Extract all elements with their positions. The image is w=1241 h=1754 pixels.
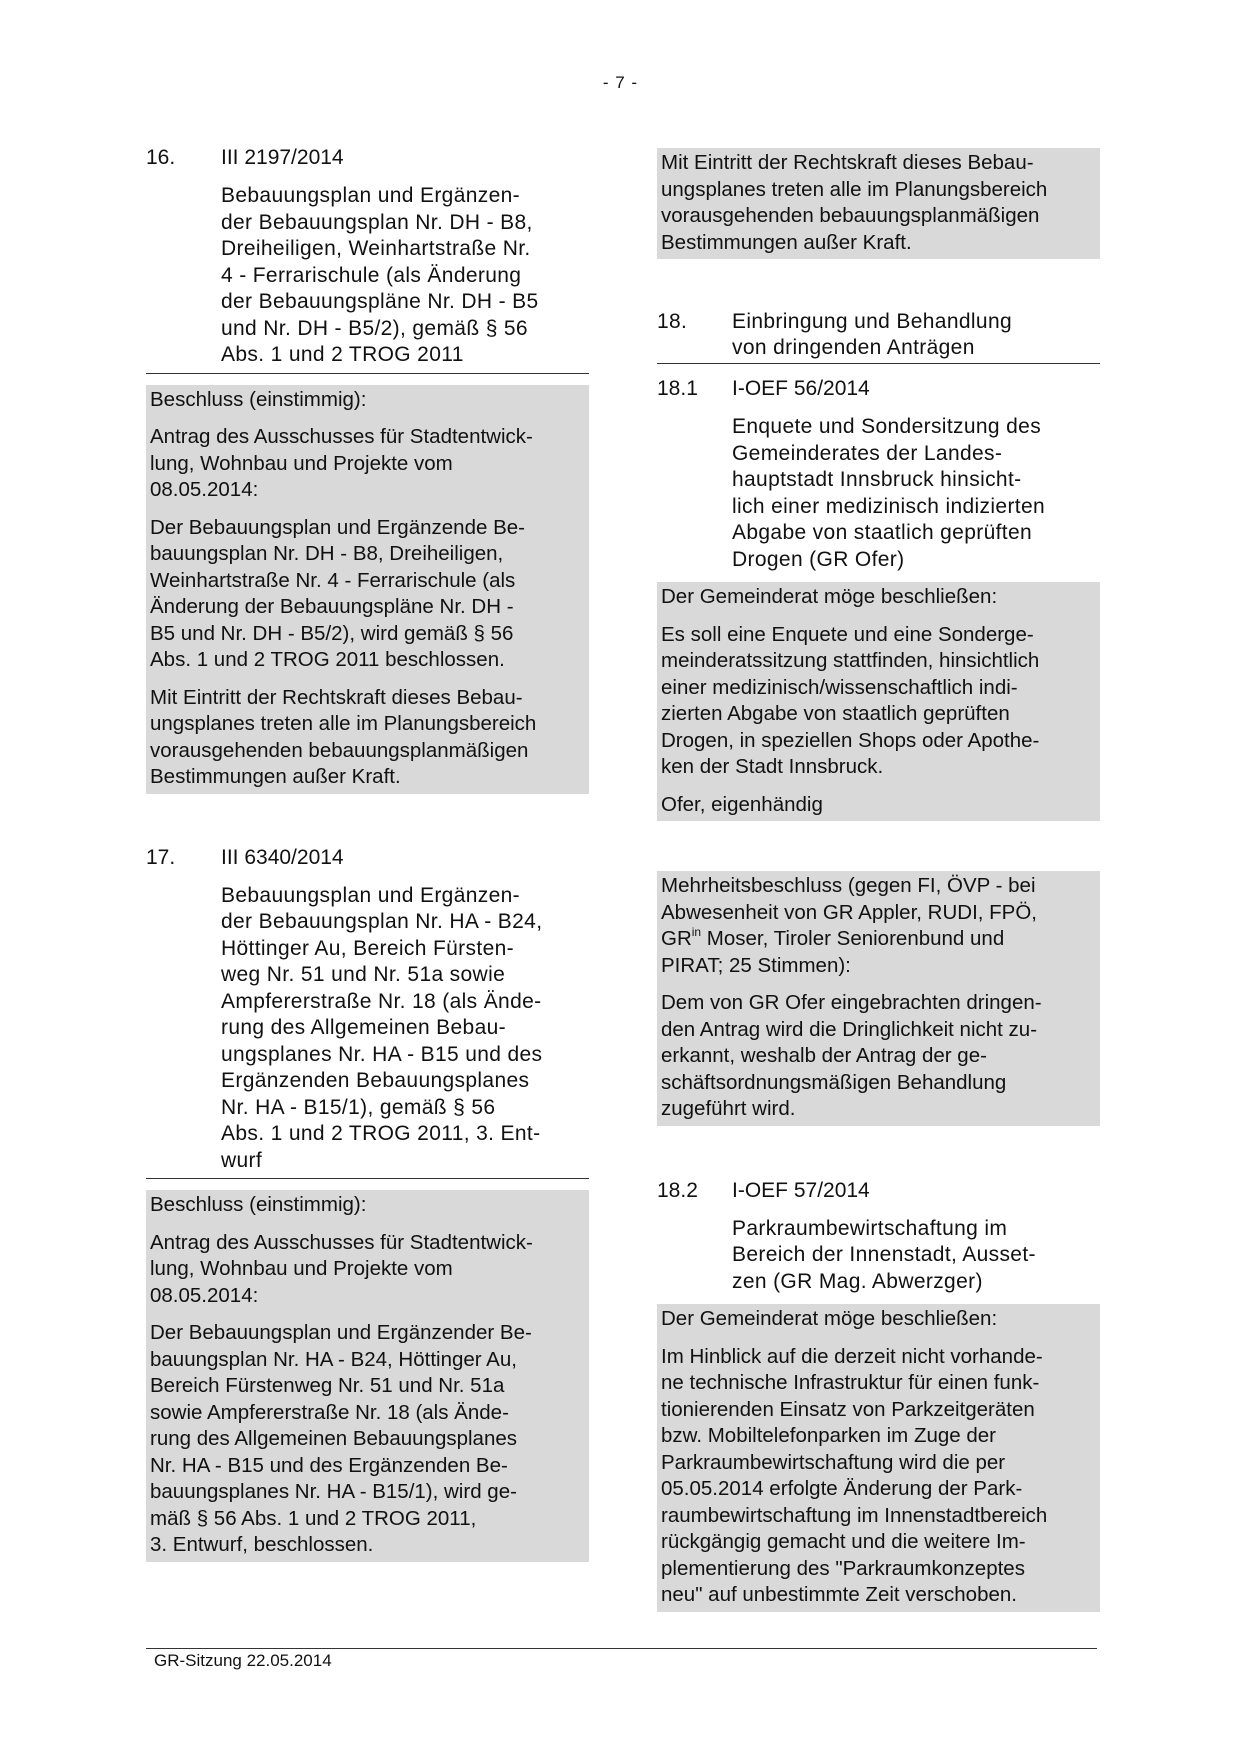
agenda-item-18-1 [657, 376, 1100, 1126]
title-line: Dreiheiligen, Weinhartstraße Nr. [221, 237, 531, 260]
text-line: 08.05.2014: [150, 1283, 259, 1307]
text-line: ken der Stadt Innsbruck. [661, 755, 884, 778]
result-text [661, 990, 1096, 1123]
title-line: hauptstadt Innsbruck hinsicht- [732, 468, 1022, 491]
title-line: Abgabe von staatlich geprüften [732, 521, 1033, 544]
decision-box [146, 385, 589, 794]
item-number: 18.2 [657, 1178, 698, 1202]
title-line: Bebauungsplan und Ergänzen- [221, 184, 521, 207]
text-line: vorausgehenden bebauungsplanmäßigen [661, 204, 1040, 227]
agenda-item-18-2 [657, 1178, 1100, 1612]
text-line: Mit Eintritt der Rechtskraft dieses Bebau- [150, 685, 523, 709]
text-line: 3. Entwurf, beschlossen. [150, 1533, 374, 1556]
title-line: weg Nr. 51 und Nr. 51a sowie [221, 963, 506, 986]
title-line: lich einer medizinisch indizierten [732, 494, 1046, 518]
text-line: Parkraumbewirtschaftung wird die per [661, 1450, 1006, 1474]
request-label: Der Gemeinderat möge beschließen: [661, 1307, 998, 1330]
text-line: bauungsplan Nr. DH - B8, Dreiheiligen, [150, 542, 504, 565]
item-title [732, 1216, 1100, 1298]
request-text [661, 1344, 1096, 1609]
agenda-item-17 [146, 845, 589, 1562]
title-line: Bereich der Innenstadt, Ausset- [732, 1243, 1036, 1266]
text-line: Antrag des Ausschusses für Stadtentwick- [150, 425, 533, 448]
request-box [657, 1304, 1100, 1612]
text-line: Bereich Fürstenweg Nr. 51 und Nr. 51a [150, 1374, 505, 1397]
footer-text: GR-Sitzung 22.05.2014 [154, 1651, 332, 1670]
decision-box [146, 1190, 589, 1562]
text-line: 05.05.2014 erfolgte Änderung der Park- [661, 1477, 1023, 1500]
text-line: Drogen, in speziellen Shops oder Apothe- [661, 728, 1040, 752]
title-line: 4 - Ferrarischule (als Änderung [221, 263, 522, 287]
motion-text [150, 1230, 585, 1310]
text-line: Abs. 1 und 2 TROG 2011 beschlossen. [150, 648, 505, 671]
text-line: Weinhartstraße Nr. 4 - Ferrarischule (als [150, 568, 516, 592]
title-line: Nr. HA - B15/1), gemäß § 56 [221, 1095, 496, 1119]
text-line: Der Bebauungsplan und Ergänzende Be- [150, 515, 525, 539]
item-number: 18. [657, 310, 688, 333]
text-line: bzw. Mobiltelefonparken im Zuge der [661, 1424, 997, 1447]
title-line: Einbringung und Behandlung [732, 310, 1012, 333]
title-line: Ergänzenden Bebauungsplanes [221, 1069, 530, 1092]
title-line: Drogen (GR Ofer) [732, 547, 905, 571]
text-line: ungsplanes treten alle im Planungsbereich [661, 177, 1048, 201]
decision-label: Beschluss (einstimmig): [150, 1193, 367, 1216]
text-line: Abwesenheit von GR Appler, RUDI, FPÖ, [661, 900, 1037, 924]
agenda-item-16 [146, 145, 589, 794]
text-line: GR [661, 927, 692, 950]
signature: Ofer, eigenhändig [661, 792, 823, 816]
item-title [221, 183, 589, 371]
text-line: Im Hinblick auf die derzeit nicht vorhande- [661, 1344, 1043, 1368]
text-line: bauungsplanes Nr. HA - B15/1), wird ge- [150, 1480, 517, 1503]
right-column [657, 148, 1100, 1612]
title-line: zen (GR Mag. Abwerzger) [732, 1269, 983, 1293]
title-line: Enquete und Sondersitzung des [732, 415, 1042, 438]
text-line: schäftsordnungsmäßigen Behandlung [661, 1070, 1007, 1094]
resolution-text [150, 1320, 585, 1559]
text-line: 08.05.2014: [150, 478, 259, 501]
text-line: Bestimmungen außer Kraft. [661, 230, 912, 254]
text-line: zugeführt wird. [661, 1097, 796, 1120]
text-line: neu" auf unbestimmte Zeit verschoben. [661, 1583, 1017, 1606]
majority-label [661, 873, 1096, 979]
text-line: B5 und Nr. DH - B5/2), wird gemäß § 56 [150, 621, 514, 645]
text-line: Moser, Tiroler Seniorenbund und [701, 927, 1005, 950]
text-line: rung des Allgemeinen Bebauungsplanes [150, 1427, 517, 1450]
title-line: Bebauungsplan und Ergänzen- [221, 883, 521, 907]
request-label: Der Gemeinderat möge beschließen: [661, 585, 998, 608]
text-line: vorausgehenden bebauungsplanmäßigen [150, 738, 529, 762]
divider [657, 363, 1100, 364]
title-line: und Nr. DH - B5/2), gemäß § 56 [221, 316, 528, 340]
decision-label: Beschluss (einstimmig): [150, 387, 367, 411]
text-line: mäß § 56 Abs. 1 und 2 TROG 2011, [150, 1506, 477, 1530]
item-reference: I-OEF 57/2014 [732, 1178, 870, 1202]
item-title [732, 414, 1100, 575]
text-line: bauungsplan Nr. HA - B24, Höttinger Au, [150, 1347, 517, 1371]
divider [146, 373, 589, 374]
title-line: Gemeinderates der Landes- [732, 441, 1003, 465]
legal-text [150, 685, 585, 791]
superscript: in [691, 925, 702, 939]
text-line: den Antrag wird die Dringlichkeit nicht zu- [661, 1017, 1038, 1041]
motion-text [150, 424, 585, 504]
text-line: Änderung der Bebauungspläne Nr. DH - [150, 595, 514, 618]
title-line: der Bebauungspläne Nr. DH - B5 [221, 290, 539, 313]
title-line: Ampfererstraße Nr. 18 (als Ände- [221, 989, 542, 1013]
text-line: lung, Wohnbau und Projekte vom [150, 451, 453, 475]
item-title [221, 883, 589, 1177]
text-line: zierten Abgabe von staatlich geprüften [661, 702, 1010, 725]
title-line: der Bebauungsplan Nr. DH - B8, [221, 210, 533, 234]
item-reference: I-OEF 56/2014 [732, 377, 870, 400]
text-line: Nr. HA - B15 und des Ergänzenden Be- [150, 1453, 508, 1477]
text-line: PIRAT; 25 Stimmen): [661, 953, 851, 977]
text-line: einer medizinisch/wissenschaftlich indi- [661, 675, 1018, 699]
item-number: 16. [146, 146, 176, 169]
text-line: Mit Eintritt der Rechtskraft dieses Bebau- [661, 151, 1034, 174]
title-line: Abs. 1 und 2 TROG 2011, 3. Ent- [221, 1122, 541, 1145]
title-line: wurf [221, 1148, 263, 1172]
item-number: 18.1 [657, 377, 698, 400]
title-line: der Bebauungsplan Nr. HA - B24, [221, 910, 543, 933]
text-line: tionierenden Einsatz von Parkzeitgeräten [661, 1397, 1035, 1421]
text-line: sowie Ampfererstraße Nr. 18 (als Ände- [150, 1400, 509, 1424]
item-reference: III 2197/2014 [221, 146, 344, 169]
text-line: ungsplanes treten alle im Planungsbereich [150, 712, 537, 735]
text-line: ne technische Infrastruktur für einen funk- [661, 1371, 1040, 1394]
text-line: lung, Wohnbau und Projekte vom [150, 1257, 453, 1280]
text-line: Antrag des Ausschusses für Stadtentwick- [150, 1230, 533, 1254]
resolution-text [150, 515, 585, 674]
text-line: rückgängig gemacht und die weitere Im- [661, 1530, 1026, 1553]
text-line: Es soll eine Enquete und eine Sonderge- [661, 622, 1034, 646]
text-line: raumbewirtschaftung im Innenstadtbereich [661, 1503, 1048, 1527]
title-line: von dringenden Anträgen [732, 336, 975, 359]
item-number: 17. [146, 845, 176, 869]
continuation-box [657, 148, 1100, 259]
text-line: Bestimmungen außer Kraft. [150, 765, 401, 788]
majority-decision-box [657, 871, 1100, 1126]
title-line: Parkraumbewirtschaftung im [732, 1216, 1008, 1240]
page-number: - 7 - [602, 73, 639, 92]
title-line: Höttinger Au, Bereich Fürsten- [221, 936, 514, 960]
left-column [146, 145, 589, 1562]
text-line: erkannt, weshalb der Antrag der ge- [661, 1044, 987, 1067]
divider [146, 1178, 589, 1179]
item-title [732, 309, 1012, 361]
text-line: Der Bebauungsplan und Ergänzender Be- [150, 1321, 532, 1344]
agenda-item-18 [657, 309, 1100, 364]
title-line: ungsplanes Nr. HA - B15 und des [221, 1042, 543, 1066]
text-line: meinderatssitzung stattfinden, hinsichtlich [661, 649, 1040, 672]
request-box [657, 582, 1100, 821]
text-line: Dem von GR Ofer eingebrachten dringen- [661, 991, 1042, 1014]
request-text [661, 622, 1096, 781]
text-line: plementierung des "Parkraumkonzeptes [661, 1556, 1025, 1580]
title-line: rung des Allgemeinen Bebau- [221, 1016, 506, 1039]
legal-text [661, 150, 1096, 256]
text-line: Mehrheitsbeschluss (gegen FI, ÖVP - bei [661, 874, 1036, 897]
item-reference: III 6340/2014 [221, 845, 344, 869]
footer-divider [146, 1648, 1097, 1649]
title-line: Abs. 1 und 2 TROG 2011 [221, 343, 464, 366]
